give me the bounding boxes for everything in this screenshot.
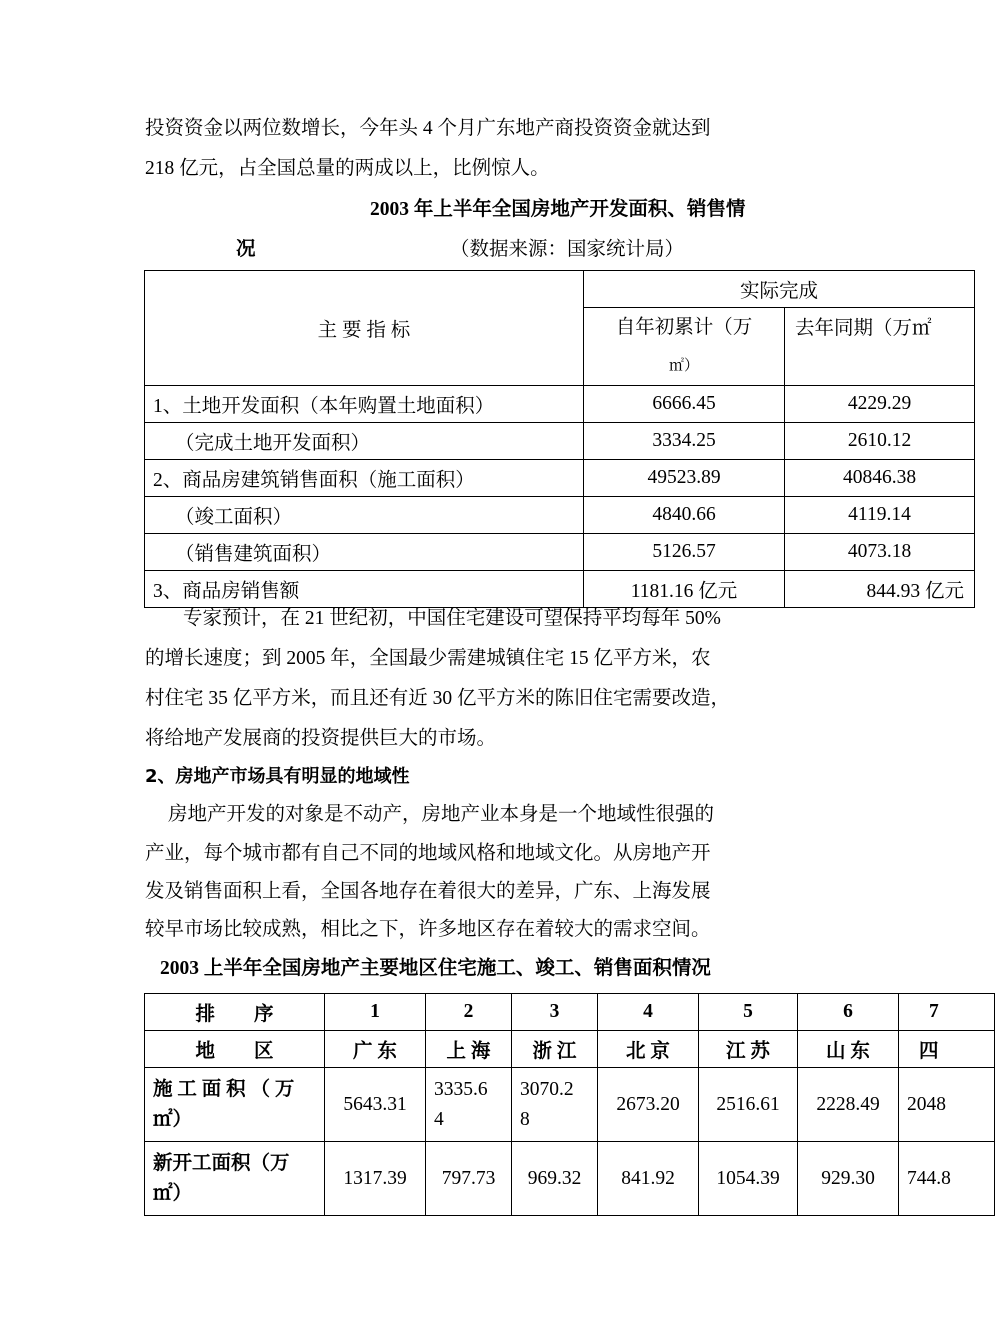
- table1-title: 2003 年上半年全国房地产开发面积、销售情: [370, 199, 746, 220]
- row-value-last-year: 40846.38: [785, 460, 975, 497]
- construction-area-value: 2228.49: [798, 1068, 899, 1142]
- region-cell: 浙 江: [512, 1031, 598, 1068]
- row-value-ytd: 5126.57: [584, 534, 785, 571]
- row-value-ytd: 49523.89: [584, 460, 785, 497]
- rank-cell: 7: [899, 994, 995, 1031]
- construction-area-value: 2673.20: [598, 1068, 699, 1142]
- row-label: （完成土地开发面积）: [145, 423, 584, 460]
- regional-area-table: [144, 993, 995, 1216]
- header-last-year-same-period: 去年同期（万㎡: [785, 308, 975, 386]
- new-construction-value: 1054.39: [699, 1142, 798, 1216]
- construction-area-value: 2048: [899, 1068, 995, 1142]
- construction-area-value: 5643.31: [325, 1068, 426, 1142]
- new-construction-value: 1317.39: [325, 1142, 426, 1216]
- row-value-last-year: 4229.29: [785, 386, 975, 423]
- row-value-ytd: 4840.66: [584, 497, 785, 534]
- header-actual-complete: 实际完成: [584, 271, 975, 308]
- new-construction-value: 744.8: [899, 1142, 995, 1216]
- paragraph-line: 专家预计，在 21 世纪初，中国住宅建设可望保持平均每年 50%: [183, 608, 721, 629]
- rank-cell: 3: [512, 994, 598, 1031]
- paragraph-line: 的增长速度；到 2005 年，全国最少需建城镇住宅 15 亿平方米，农: [145, 648, 711, 669]
- paragraph-line: 房地产开发的对象是不动产，房地产业本身是一个地域性很强的: [168, 804, 715, 825]
- table-row-rank: [145, 994, 995, 1031]
- row-label: 1、土地开发面积（本年购置土地面积）: [145, 386, 584, 423]
- row-value-last-year: 2610.12: [785, 423, 975, 460]
- region-cell: 广 东: [325, 1031, 426, 1068]
- header-ytd-cumulative: 自年初累计（万 ㎡）: [584, 308, 785, 386]
- rank-cell: 5: [699, 994, 798, 1031]
- table-row-construction: [145, 1068, 995, 1142]
- region-cell: 四: [899, 1031, 995, 1068]
- row-value-ytd: 6666.45: [584, 386, 785, 423]
- row-value-ytd: 1181.16 亿元: [584, 571, 785, 608]
- row-label: （销售建筑面积）: [145, 534, 584, 571]
- row-label: 3、商品房销售额: [145, 571, 584, 608]
- new-construction-value: 841.92: [598, 1142, 699, 1216]
- table1-title-cont: 况: [236, 239, 256, 260]
- table-row: [145, 534, 975, 571]
- table-row-region: [145, 1031, 995, 1068]
- table-row: [145, 423, 975, 460]
- paragraph-line: 村住宅 35 亿平方米，而且还有近 30 亿平方米的陈旧住宅需要改造，: [145, 688, 731, 709]
- paragraph-line: 发及销售面积上看，全国各地存在着很大的差异，广东、上海发展: [145, 881, 711, 902]
- rank-cell: 4: [598, 994, 699, 1031]
- new-construction-label: 新开工面积（万 ㎡）: [145, 1142, 325, 1216]
- region-cell: 上 海: [426, 1031, 512, 1068]
- row-value-last-year: 4119.14: [785, 497, 975, 534]
- rank-cell: 2: [426, 994, 512, 1031]
- new-construction-value: 929.30: [798, 1142, 899, 1216]
- paragraph-line: 218 亿元，占全国总量的两成以上，比例惊人。: [145, 158, 550, 179]
- row-value-last-year: 844.93 亿元: [785, 571, 975, 608]
- row-label: （竣工面积）: [145, 497, 584, 534]
- construction-area-value: 3070.2 8: [512, 1068, 598, 1142]
- development-area-table: [144, 270, 975, 608]
- construction-area-value: 3335.6 4: [426, 1068, 512, 1142]
- row-value-ytd: 3334.25: [584, 423, 785, 460]
- table1-source: （数据来源：国家统计局）: [450, 239, 685, 260]
- construction-area-value: 2516.61: [699, 1068, 798, 1142]
- table-row: [145, 460, 975, 497]
- rank-cell: 1: [325, 994, 426, 1031]
- table-row: [145, 497, 975, 534]
- table-row-new-construction: [145, 1142, 995, 1216]
- construction-area-label: 施 工 面 积 （ 万 ㎡）: [145, 1068, 325, 1142]
- table2-title: 2003 上半年全国房地产主要地区住宅施工、竣工、销售面积情况: [160, 958, 711, 979]
- paragraph-line: 将给地产发展商的投资提供巨大的市场。: [145, 728, 497, 749]
- new-construction-value: 797.73: [426, 1142, 512, 1216]
- paragraph-line: 较早市场比较成熟，相比之下，许多地区存在着较大的需求空间。: [145, 919, 711, 940]
- paragraph-line: 投资资金以两位数增长，今年头 4 个月广东地产商投资资金就达到: [145, 118, 711, 139]
- new-construction-value: 969.32: [512, 1142, 598, 1216]
- rank-cell: 6: [798, 994, 899, 1031]
- table-row: [145, 386, 975, 423]
- paragraph-line: 产业，每个城市都有自己不同的地域风格和地域文化。从房地产开: [145, 843, 711, 864]
- region-cell: 江 苏: [699, 1031, 798, 1068]
- region-cell: 山 东: [798, 1031, 899, 1068]
- section-heading: 2、房地产市场具有明显的地域性: [145, 766, 410, 787]
- rank-label: 排 序: [145, 994, 325, 1031]
- region-label: 地 区: [145, 1031, 325, 1068]
- region-cell: 北 京: [598, 1031, 699, 1068]
- row-label: 2、商品房建筑销售面积（施工面积）: [145, 460, 584, 497]
- header-main-indicator: 主 要 指 标: [145, 271, 584, 386]
- row-value-last-year: 4073.18: [785, 534, 975, 571]
